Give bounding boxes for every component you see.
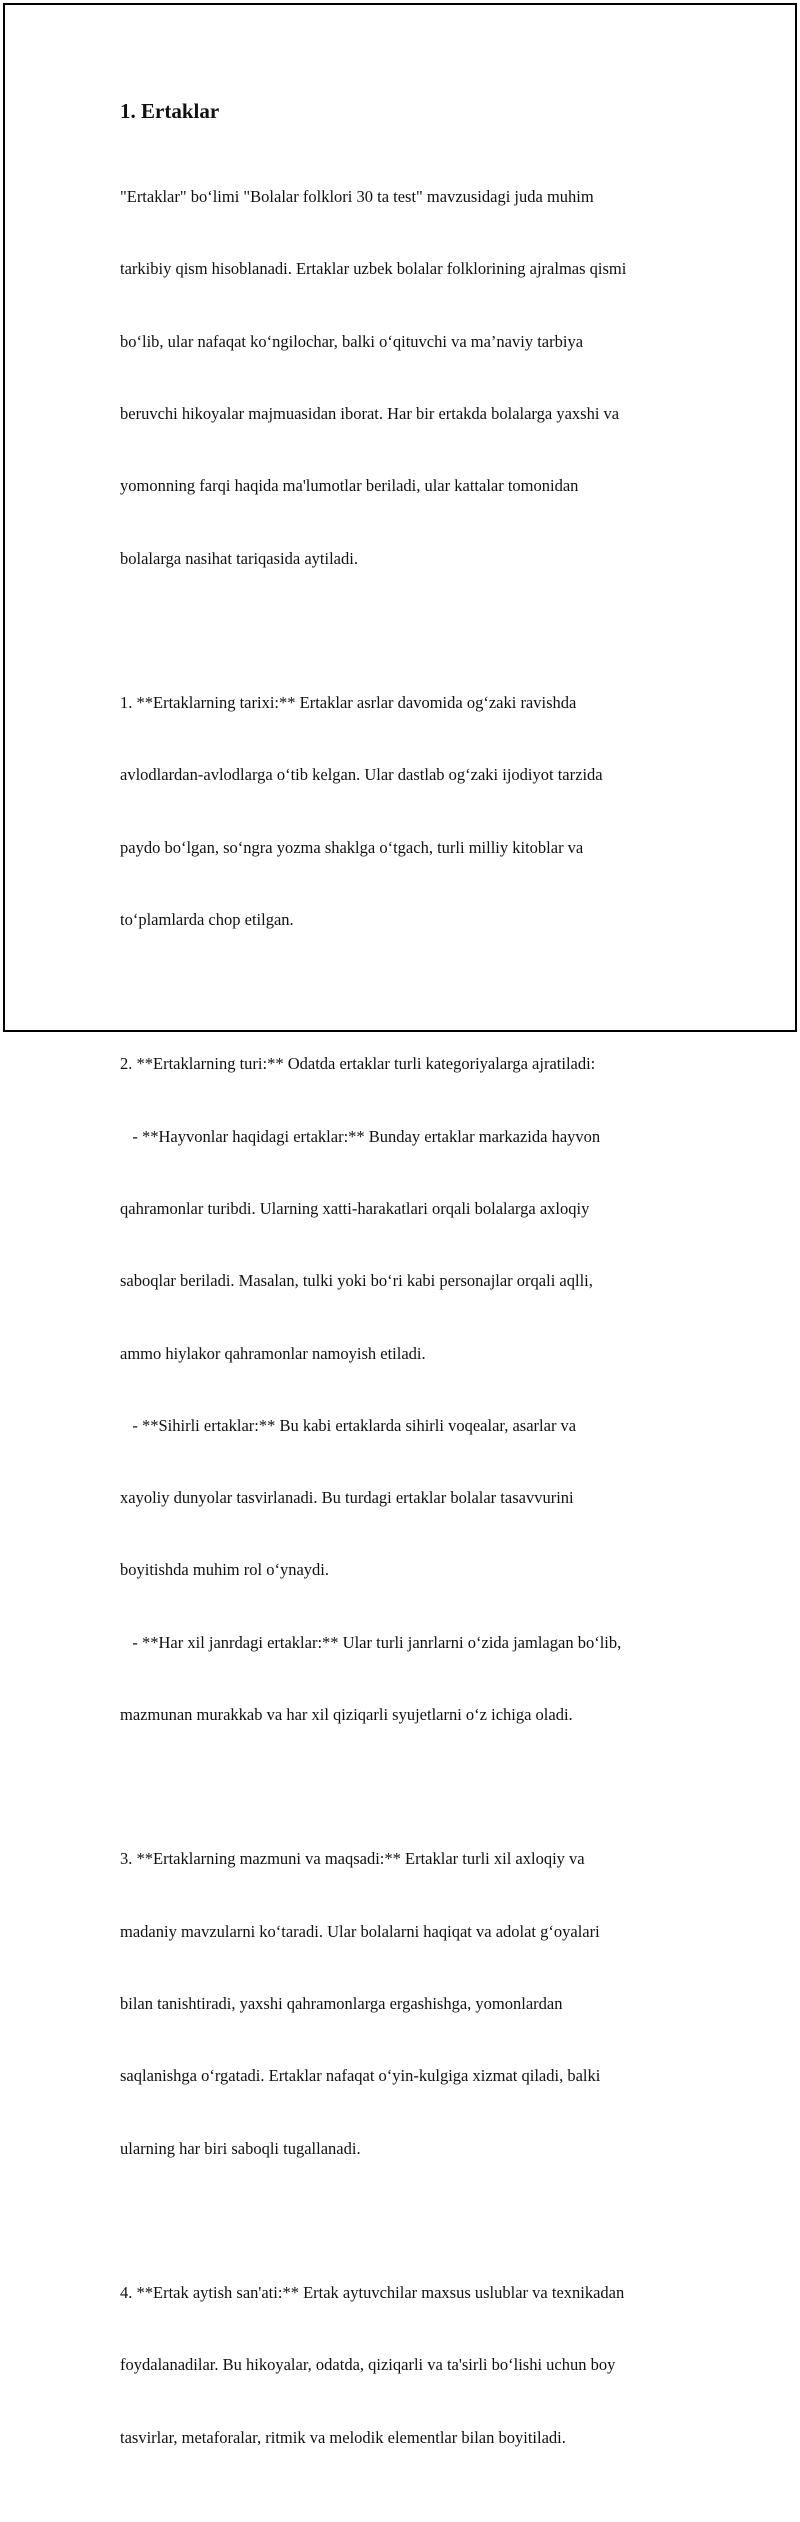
text-line: ammo hiylakor qahramonlar namoyish etiladi. — [120, 1343, 426, 1363]
text-line: 1. **Ertaklarning tarixi:** Ertaklar asrlar davomida og‘zaki ravishda — [120, 693, 577, 713]
text-line: saqlanishga o‘rgatadi. Ertaklar nafaqat o‘yin-kulgiga xizmat qiladi, balki — [120, 2066, 601, 2086]
text-line: madaniy mavzularni ko‘taradi. Ular bolalarni haqiqat va adolat g‘oyalari — [120, 1921, 600, 1941]
text-line: - **Har xil janrdagi ertaklar:** Ular turli janrlarni o‘zida jamlagan bo‘lib, — [120, 1632, 622, 1652]
text-line: to‘plamlarda chop etilgan. — [120, 909, 294, 929]
text-line: foydalanadilar. Bu hikoyalar, odatda, qiziqarli va ta'sirli bo‘lishi uchun boy — [120, 2355, 616, 2375]
text-line: beruvchi hikoyalar majmuasidan iborat. Har bir ertakda bolalarga yaxshi va — [120, 404, 620, 424]
text-line: saboqlar beriladi. Masalan, tulki yoki bo‘ri kabi personajlar orqali aqlli, — [120, 1271, 593, 1291]
text-line: yomonning farqi haqida ma'lumotlar beriladi, ular kattalar tomonidan — [120, 476, 579, 496]
document-body — [120, 97, 700, 2522]
text-line: bilan tanishtiradi, yaxshi qahramonlarga ergashishga, yomonlardan — [120, 1993, 563, 2013]
text-line: "Ertaklar" bo‘limi "Bolalar folklori 30 ta test" mavzusidagi juda muhim — [120, 187, 594, 207]
paragraph-storytelling-art — [120, 2233, 700, 2498]
page-title: 1. Ertaklar — [120, 99, 220, 123]
text-line: boyitishda muhim rol o‘ynaydi. — [120, 1560, 329, 1580]
page-frame — [3, 3, 797, 2447]
text-line: paydo bo‘lgan, so‘ngra yozma shaklga o‘tgach, turli milliy kitoblar va — [120, 837, 584, 857]
text-line: mazmunan murakkab va har xil qiziqarli syujetlarni o‘z ichiga oladi. — [120, 1704, 573, 1724]
paragraph-history — [120, 643, 700, 980]
text-line: xayoliy dunyolar tasvirlanadi. Bu turdagi ertaklar bolalar tasavvurini — [120, 1488, 574, 1508]
text-line: - **Sihirli ertaklar:** Bu kabi ertaklarda sihirli voqealar, asarlar va — [120, 1415, 577, 1435]
text-line: 4. **Ertak aytish san'ati:** Ertak aytuvchilar maxsus uslublar va texnikadan — [120, 2282, 625, 2302]
text-line: qahramonlar turibdi. Ularning xatti-harakatlari orqali bolalarga axloqiy — [120, 1198, 590, 1218]
text-line: 2. **Ertaklarning turi:** Odatda ertaklar turli kategoriyalarga ajratiladi: — [120, 1054, 596, 1074]
paragraph-content-purpose — [120, 1799, 700, 2209]
text-line: - **Hayvonlar haqidagi ertaklar:** Bunday ertaklar markazida hayvon — [120, 1126, 601, 1146]
text-line: bolalarga nasihat tariqasida aytiladi. — [120, 548, 358, 568]
text-line: 3. **Ertaklarning mazmuni va maqsadi:** Ertaklar turli xil axloqiy va — [120, 1849, 585, 1869]
text-line: ularning har biri saboqli tugallanadi. — [120, 2138, 361, 2158]
paragraph-types — [120, 1004, 700, 1775]
paragraph-intro — [120, 137, 700, 619]
text-line: tarkibiy qism hisoblanadi. Ertaklar uzbek bolalar folklorining ajralmas qismi — [120, 259, 627, 279]
text-line: avlodlardan-avlodlarga o‘tib kelgan. Ular dastlab og‘zaki ijodiyot tarzida — [120, 765, 603, 785]
text-line: tasvirlar, metaforalar, ritmik va melodik elementlar bilan boyitiladi. — [120, 2427, 566, 2447]
text-line: bo‘lib, ular nafaqat ko‘ngilochar, balki o‘qituvchi va ma’naviy tarbiya — [120, 331, 584, 351]
